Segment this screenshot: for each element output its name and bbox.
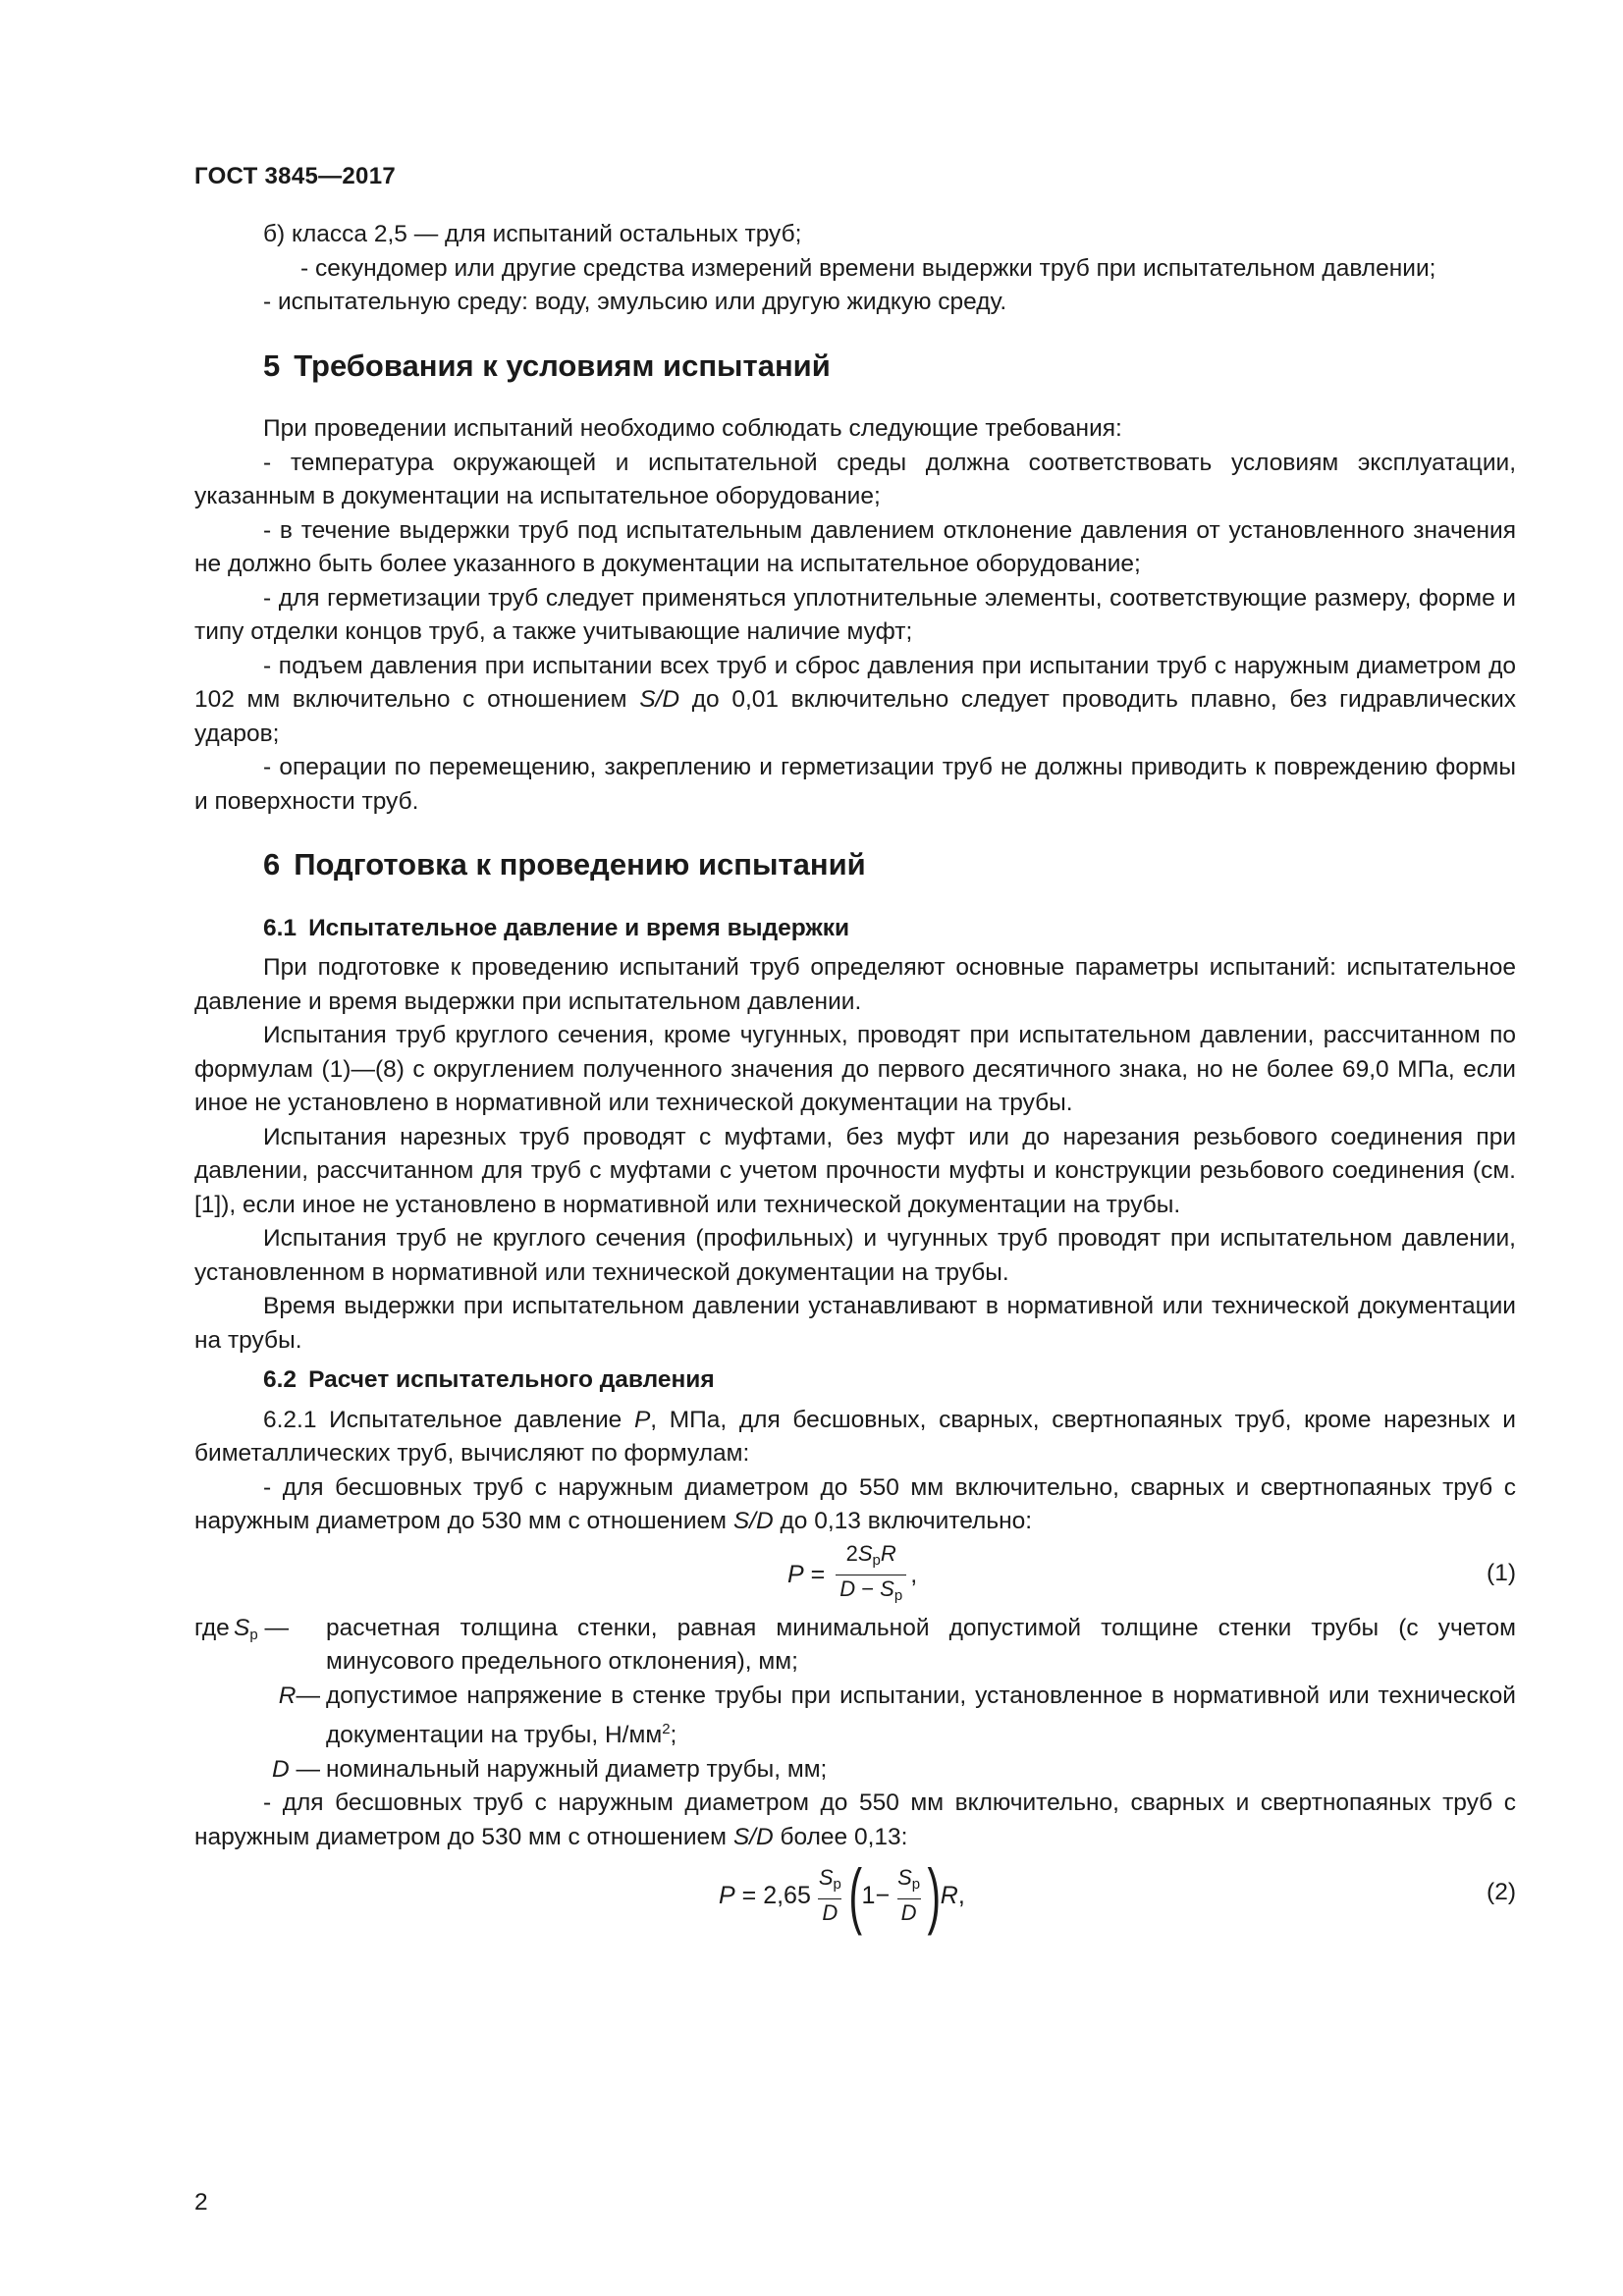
section-5-lead: При проведении испытаний необходимо соблюдать следующие требования: xyxy=(263,415,1122,442)
subsection-6-1-para: Время выдержки при испытательном давлении устанавливают в нормативной или технической документации на трубы. xyxy=(194,1293,1516,1354)
definition-r: R— допустимое напряжение в стенке трубы при испытании, установленное в нормативной или технической документации на трубы, $Н/мм^2$; xyxy=(278,1682,1516,1748)
standard-designation: ГОСТ 3845—2017 xyxy=(194,163,397,189)
formula-1: P = $\frac{2S_рR}{D - S_р}$ , (1) xyxy=(194,1541,1516,1610)
section-6-title: Подготовка к проведению испытаний xyxy=(294,847,866,881)
section-5-item: - для герметизации труб следует применяться уплотнительные элементы, соответствующие размеру, форме и типу отделки концов труб, а также учитывающие наличие муфт; xyxy=(194,584,1516,645)
subsection-6-1-para: Испытания труб не круглого сечения (профильных) и чугунных труб проводят при испытательном давлении, установленном в нормативной или технической документации на трубы. xyxy=(194,1225,1516,1286)
subsection-6-1-heading: 6.1 Испытательное давление и время выдержки xyxy=(263,914,850,941)
section-5-heading xyxy=(194,349,1516,384)
definition-d: D — номинальный наружный диаметр трубы, мм; xyxy=(271,1755,828,1783)
intro-line-3: - испытательную среду: воду, эмульсию или другую жидкую среду. xyxy=(263,289,1007,315)
symbol-definitions xyxy=(194,1612,1516,1788)
section-5-title: Требования к условиям испытаний xyxy=(294,347,831,383)
ratio-s-d: S/D xyxy=(639,686,680,713)
subsection-6-1-para: Испытания нарезных труб проводят с муфтами, без муфт или до нарезания резьбового соединения при давлении, рассчитанном для труб с муфтами с учетом прочности муфты и конструкции резьбового соединения (см. [1]), если иное не установлено в нормативной или технической документации на трубы. xyxy=(194,1123,1516,1218)
equation-number-1: (1) xyxy=(1487,1559,1516,1586)
clause-6-2-1: 6.2.1 Испытательное давление P, МПа, для бесшовных, сварных, свертнопаяных труб, кроме нарезных и биметаллических труб, вычисляют по формулам: xyxy=(194,1406,1516,1467)
document-body xyxy=(194,218,1516,1937)
section-6-heading xyxy=(194,848,1516,882)
equation-number-2: (2) xyxy=(1487,1879,1516,1905)
intro-line-2: - секундомер или другие средства измерений времени выдержки труб при испытательном давлении; xyxy=(300,254,1436,282)
section-5-item: - температура окружающей и испытательной среды должна соответствовать условиям эксплуатации, указанным в документации на испытательное оборудование; xyxy=(194,449,1516,509)
section-5-number: 5 xyxy=(263,347,281,383)
intro-line-1: б) класса 2,5 — для испытаний остальных труб; xyxy=(263,221,802,247)
definition-sp: где $S_р$ — расчетная толщина стенки, равная минимальной допустимой толщине стенки трубы (с учетом минусового предельного отклонения), мм; xyxy=(194,1614,1516,1675)
formula-2: P = 2,65 $\frac{S_р}{D}$ ( 1− $\frac{S_р}{D}$ ) R , (2) xyxy=(719,1854,1516,1936)
subsection-6-1-para: Испытания труб круглого сечения, кроме чугунных, проводят при испытательном давлении, рассчитанном по формулам (1)—(8) с округлением полученного значения до первого десятичного знака, но не более 69,0 МПа, если иное не установлено в нормативной или технической документации на трубы. xyxy=(194,1022,1516,1116)
section-5-item-pressure-rise: - подъем давления при испытании всех труб и сброс давления при испытании труб с наружным диаметром до 102 мм включительно с отношением S/D до 0,01 включительно следует проводить плавно, без гидравлических ударов; xyxy=(194,652,1517,747)
section-5-item: - операции по перемещению, закреплению и герметизации труб не должны приводить к повреждению формы и поверхности труб. xyxy=(194,754,1516,815)
case-1-condition: - для бесшовных труб с наружным диаметром до 550 мм включительно, сварных и свертнопаяных труб с наружным диаметром до 530 мм с отношением S/D до 0,13 включительно: xyxy=(194,1473,1516,1534)
case-2-condition: - для бесшовных труб с наружным диаметром до 550 мм включительно, сварных и свертнопаяных труб с наружным диаметром до 530 мм с отношением S/D более 0,13: xyxy=(194,1789,1516,1850)
section-5-item: - в течение выдержки труб под испытательным давлением отклонение давления от установленного значения не должно быть более указанного в документации на испытательное оборудование; xyxy=(194,516,1516,577)
section-6-number: 6 xyxy=(263,847,281,881)
subsection-6-2-heading: 6.2 Расчет испытательного давления xyxy=(263,1366,715,1393)
page-number: 2 xyxy=(194,2189,208,2216)
subsection-6-1-para: При подготовке к проведению испытаний труб определяют основные параметры испытаний: испытательное давление и время выдержки при испытательном давлении. xyxy=(194,954,1516,1015)
